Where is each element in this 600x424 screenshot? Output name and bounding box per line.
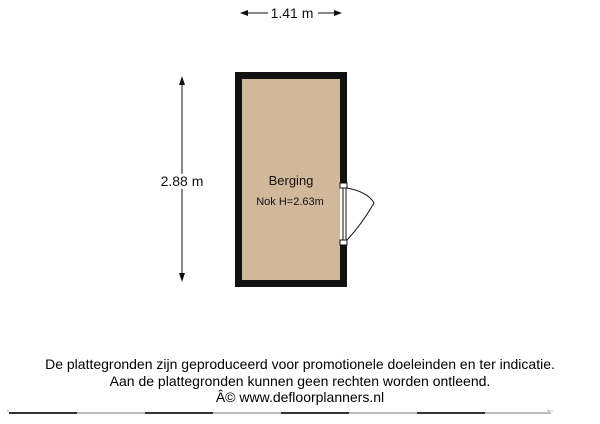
height-dimension-label: 2.88 m xyxy=(160,173,204,189)
door-jamb-bottom xyxy=(340,240,347,245)
disclaimer xyxy=(0,356,600,406)
door-swing-arc xyxy=(347,188,374,240)
door-jamb-top xyxy=(340,183,347,188)
room-berging xyxy=(235,72,347,287)
height-dimension xyxy=(161,76,204,282)
scale-bar xyxy=(7,408,553,416)
width-dimension-label: 1.41 m xyxy=(270,5,314,21)
disclaimer-copyright: Â© www.defloorplanners.nl xyxy=(215,389,385,405)
door-opening xyxy=(340,188,348,240)
scale-bar-end-label: 5m xyxy=(547,408,553,413)
scale-segment xyxy=(485,412,551,414)
door xyxy=(340,183,374,245)
room-ridge-height: Nok H=2.63m xyxy=(256,196,324,208)
width-dimension xyxy=(240,5,342,21)
scale-segment xyxy=(213,412,281,414)
scale-segment xyxy=(281,412,349,414)
scale-segment xyxy=(349,412,417,414)
scale-segment xyxy=(145,412,213,414)
scale-bar-start-label: 0 xyxy=(7,408,10,413)
scale-segment xyxy=(9,412,77,414)
room-name: Berging xyxy=(268,173,314,188)
scale-segment xyxy=(417,412,485,414)
scale-segment xyxy=(77,412,145,414)
disclaimer-line-1: De plattegronden zijn geproduceerd voor promotionele doeleinden en ter indicatie. xyxy=(45,356,555,372)
disclaimer-line-2: Aan de plattegronden kunnen geen rechten worden ontleend. xyxy=(109,372,491,389)
